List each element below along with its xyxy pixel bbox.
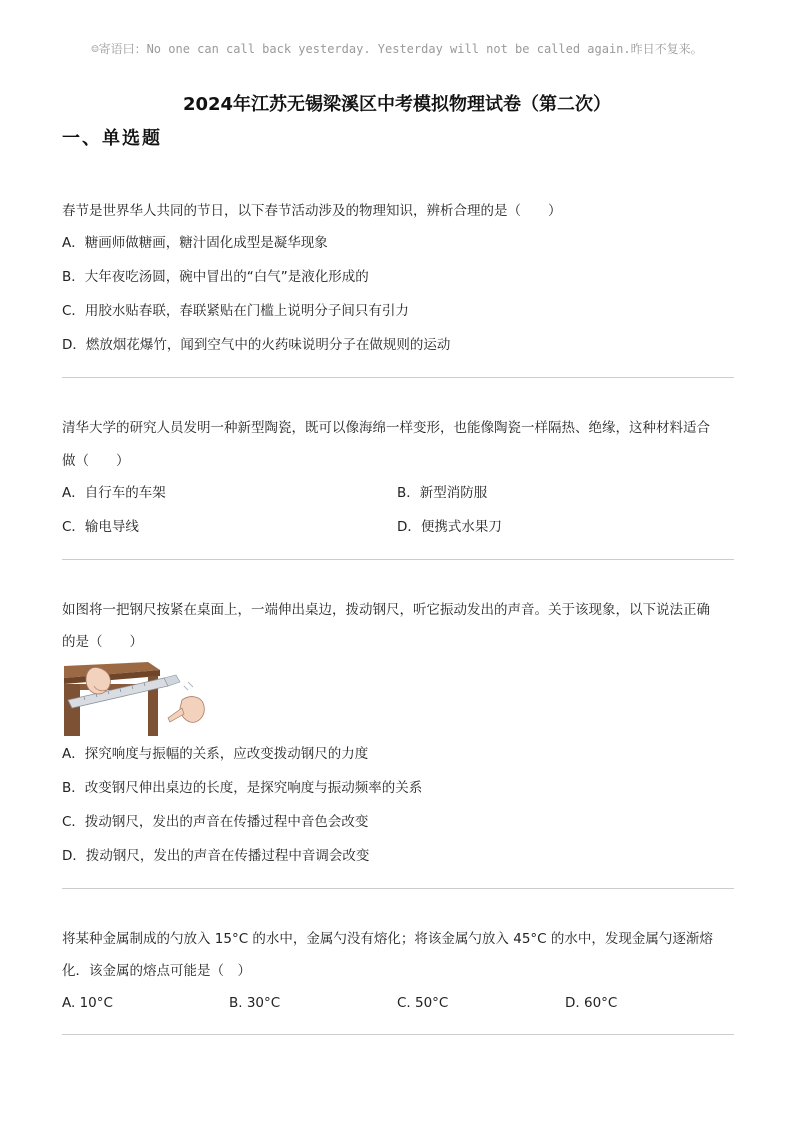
question-2-stem-line-2: 做（ ） bbox=[62, 453, 130, 469]
question-1-stem: 春节是世界华人共同的节日，以下春节活动涉及的物理知识，辨析合理的是（ ） bbox=[62, 203, 562, 219]
question-4-stem-line-2: 化．该金属的熔点可能是（ ） bbox=[62, 963, 251, 979]
question-3-stem-line-2: 的是（ ） bbox=[62, 634, 143, 650]
question-4-option-b[interactable]: B. 30°C bbox=[229, 995, 281, 1011]
question-2-option-c[interactable]: C．输电导线 bbox=[62, 519, 139, 535]
question-1-option-b[interactable]: B．大年夜吃汤圆，碗中冒出的“白气”是液化形成的 bbox=[62, 269, 369, 285]
ruler-on-desk-illustration bbox=[64, 660, 206, 736]
question-2-option-b[interactable]: B．新型消防服 bbox=[397, 485, 488, 501]
question-2-stem-line-1: 清华大学的研究人员发明一种新型陶瓷，既可以像海绵一样变形，也能像陶瓷一样隔热、绝缘，这种材料适合 bbox=[62, 420, 710, 436]
section-heading: 一、单选题 bbox=[62, 128, 162, 149]
desk-leg bbox=[64, 684, 80, 736]
question-3-option-a[interactable]: A．探究响度与振幅的关系，应改变拨动钢尺的力度 bbox=[62, 746, 369, 762]
question-2-option-d[interactable]: D．便携式水果刀 bbox=[397, 519, 502, 535]
header-motto: ☺寄语曰：No one can call back yesterday. Yesterday will not be called again.昨日不复来。 bbox=[91, 42, 703, 56]
question-4-option-d[interactable]: D. 60°C bbox=[565, 995, 618, 1011]
question-2-option-a[interactable]: A．自行车的车架 bbox=[62, 485, 166, 501]
question-3-option-b[interactable]: B．改变钢尺伸出桌边的长度，是探究响度与振动频率的关系 bbox=[62, 780, 423, 796]
question-3-stem-line-1: 如图将一把钢尺按紧在桌面上，一端伸出桌边，拨动钢尺，听它振动发出的声音。关于该现象，以下说法正确 bbox=[62, 602, 710, 618]
question-1-option-d[interactable]: D．燃放烟花爆竹，闻到空气中的火药味说明分子在做规则的运动 bbox=[62, 337, 451, 353]
finger-icon bbox=[168, 708, 184, 722]
question-1-option-a[interactable]: A．糖画师做糖画，糖汁固化成型是凝华现象 bbox=[62, 235, 328, 251]
question-1-option-c[interactable]: C．用胶水贴春联，春联紧贴在门槛上说明分子间只有引力 bbox=[62, 303, 409, 319]
question-4-option-a[interactable]: A. 10°C bbox=[62, 995, 113, 1011]
question-4-stem-line-1: 将某种金属制成的勺放入 15°C 的水中，金属勺没有熔化；将该金属勺放入 45°C 的水中，发现金属勺逐渐熔 bbox=[62, 931, 713, 947]
question-divider bbox=[62, 888, 734, 889]
vibration-marks bbox=[184, 682, 193, 690]
question-3-option-c[interactable]: C．拨动钢尺，发出的声音在传播过程中音色会改变 bbox=[62, 814, 369, 830]
question-divider bbox=[62, 1034, 734, 1035]
page-title: 2024年江苏无锡梁溪区中考模拟物理试卷（第二次） bbox=[182, 94, 612, 115]
question-4-option-c[interactable]: C. 50°C bbox=[397, 995, 449, 1011]
question-3-option-d[interactable]: D．拨动钢尺，发出的声音在传播过程中音调会改变 bbox=[62, 848, 370, 864]
plucking-hand-icon bbox=[180, 697, 204, 723]
question-divider bbox=[62, 559, 734, 560]
question-divider bbox=[62, 377, 734, 378]
